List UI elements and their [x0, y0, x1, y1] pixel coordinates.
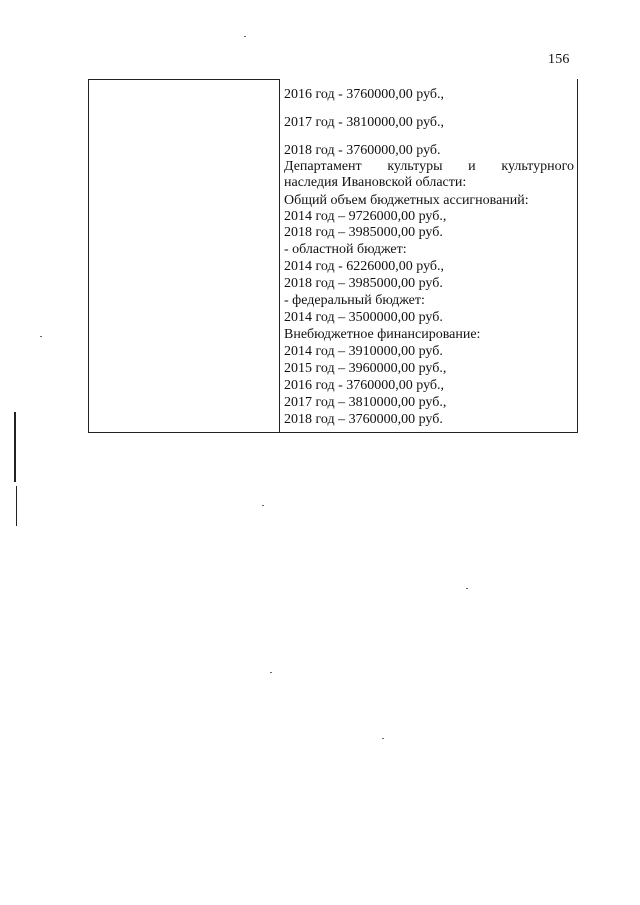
funding-line: 2018 год – 3760000,00 руб. — [284, 412, 443, 427]
department-word: культуры — [387, 159, 443, 174]
funding-line: Общий объем бюджетных ассигнований: — [284, 193, 529, 208]
funding-line: 2017 год – 3810000,00 руб., — [284, 395, 447, 410]
funding-line: 2014 год – 9726000,00 руб., — [284, 209, 447, 224]
department-heading-line: наследия Ивановской области: — [284, 175, 467, 190]
scan-speck — [466, 588, 468, 589]
page-number: 156 — [548, 52, 570, 67]
department-heading-line — [284, 159, 574, 175]
scan-margin-mark — [16, 486, 17, 526]
funding-line: 2017 год - 3810000,00 руб., — [284, 115, 445, 130]
funding-line: 2016 год - 3760000,00 руб., — [284, 87, 445, 102]
funding-line: 2014 год – 3910000,00 руб. — [284, 344, 443, 359]
funding-line: 2018 год – 3985000,00 руб. — [284, 276, 443, 291]
department-word: и — [468, 159, 476, 174]
department-word: Департамент — [284, 159, 362, 174]
scan-speck — [270, 672, 272, 673]
scan-speck — [244, 36, 246, 37]
scan-margin-mark — [14, 412, 16, 482]
table-left-cell — [88, 79, 280, 433]
scan-speck — [262, 505, 264, 506]
funding-line: 2018 год – 3985000,00 руб. — [284, 225, 443, 240]
funding-line: 2014 год - 6226000,00 руб., — [284, 259, 445, 274]
funding-line: 2016 год - 3760000,00 руб., — [284, 378, 445, 393]
table-right-cell — [280, 79, 578, 433]
funding-line: 2018 год - 3760000,00 руб. — [284, 143, 441, 158]
funding-line: 2014 год – 3500000,00 руб. — [284, 310, 443, 325]
scan-speck — [382, 738, 384, 739]
funding-line: - федеральный бюджет: — [284, 293, 425, 308]
scan-speck — [40, 336, 42, 337]
funding-line: - областной бюджет: — [284, 242, 407, 257]
department-word: культурного — [501, 159, 574, 174]
funding-line: Внебюджетное финансирование: — [284, 327, 481, 342]
funding-line: 2015 год – 3960000,00 руб., — [284, 361, 447, 376]
